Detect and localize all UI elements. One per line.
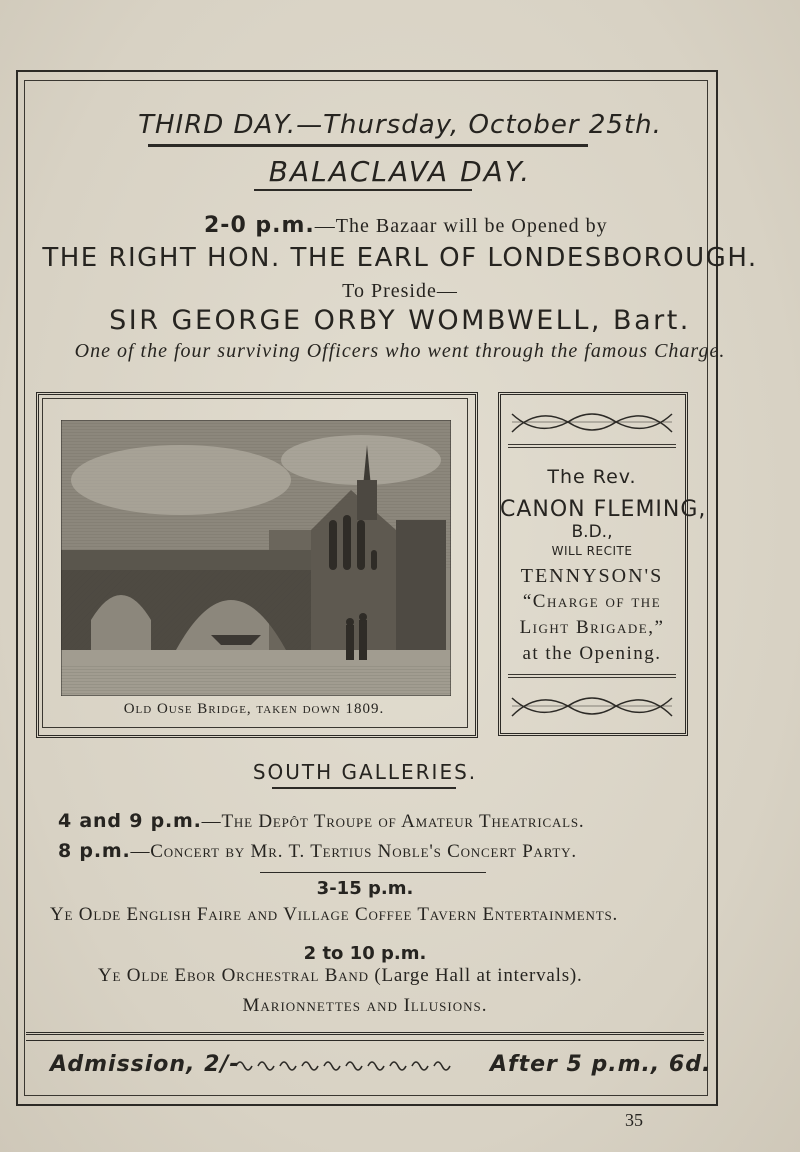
recital-box-rule — [508, 677, 676, 678]
opening-time: 2-0 p.m. — [204, 213, 315, 238]
poem-title-1: “Charge of the — [522, 591, 662, 612]
divider — [260, 872, 486, 873]
day-title: THIRD DAY.—Thursday, October 25th. — [138, 110, 662, 140]
illustration-caption: Old Ouse Bridge, taken down 1809. — [123, 701, 385, 717]
recite-label: WILL RECITE — [551, 544, 633, 558]
admission-price: Admission, 2/- — [50, 1052, 240, 1077]
opening-line — [204, 213, 608, 238]
engraving-image — [61, 420, 451, 696]
event-text: —Concert by Mr. T. Tertius Noble's Concert Party. — [130, 841, 577, 862]
event-time: 3-15 p.m. — [316, 878, 414, 899]
recital-box-rule — [508, 447, 676, 448]
poem-title-2: Light Brigade,” — [519, 617, 665, 638]
ornament-row-icon — [232, 1058, 454, 1074]
event-line — [98, 965, 583, 987]
president-note: One of the four surviving Officers who went through the famous Charge. — [74, 340, 726, 362]
event-text: Marionnettes and Illusions. — [242, 995, 488, 1016]
event-time: 8 p.m. — [58, 840, 131, 862]
opener-name: THE RIGHT HON. THE EARL OF LONDESBOROUGH. — [42, 243, 758, 273]
scroll-ornament-icon — [508, 688, 676, 724]
event-line — [58, 810, 584, 833]
event-text: (Large Hall at intervals). — [368, 965, 583, 986]
recital-occasion: at the Opening. — [522, 643, 662, 664]
event-text: Ye Olde Ebor Orchestral Band — [98, 965, 369, 986]
opening-text: —The Bazaar will be Opened by — [314, 215, 608, 237]
footer-rule — [26, 1040, 704, 1041]
event-time: 2 to 10 p.m. — [303, 943, 427, 964]
event-time: 4 and 9 p.m. — [58, 810, 202, 832]
page-number: 35 — [625, 1110, 643, 1130]
title-underline — [148, 144, 588, 147]
section-underline — [272, 787, 456, 789]
section-heading: SOUTH GALLERIES. — [252, 760, 478, 784]
reciter-degree: B.D., — [571, 522, 613, 542]
president-name: SIR GEORGE ORBY WOMBWELL, Bart. — [109, 305, 691, 336]
recital-box-rule — [508, 674, 676, 675]
event-line — [58, 840, 577, 863]
scroll-ornament-icon — [508, 404, 676, 440]
reciter-title: The Rev. — [547, 466, 637, 488]
footer-rule — [26, 1032, 704, 1035]
evening-price: After 5 p.m., 6d. — [490, 1052, 712, 1077]
event-text: —The Depôt Troupe of Amateur Theatricals. — [201, 811, 585, 832]
recital-box-rule — [508, 444, 676, 445]
reciter-name: CANON FLEMING, — [500, 497, 707, 522]
event-text: Ye Olde English Faire and Village Coffee Tavern Entertainments. — [50, 904, 619, 925]
preside-label: To Preside— — [342, 280, 458, 302]
subtitle-underline — [254, 189, 472, 191]
poem-author: TENNYSON'S — [520, 565, 664, 587]
day-subtitle: BALACLAVA DAY. — [268, 155, 532, 188]
